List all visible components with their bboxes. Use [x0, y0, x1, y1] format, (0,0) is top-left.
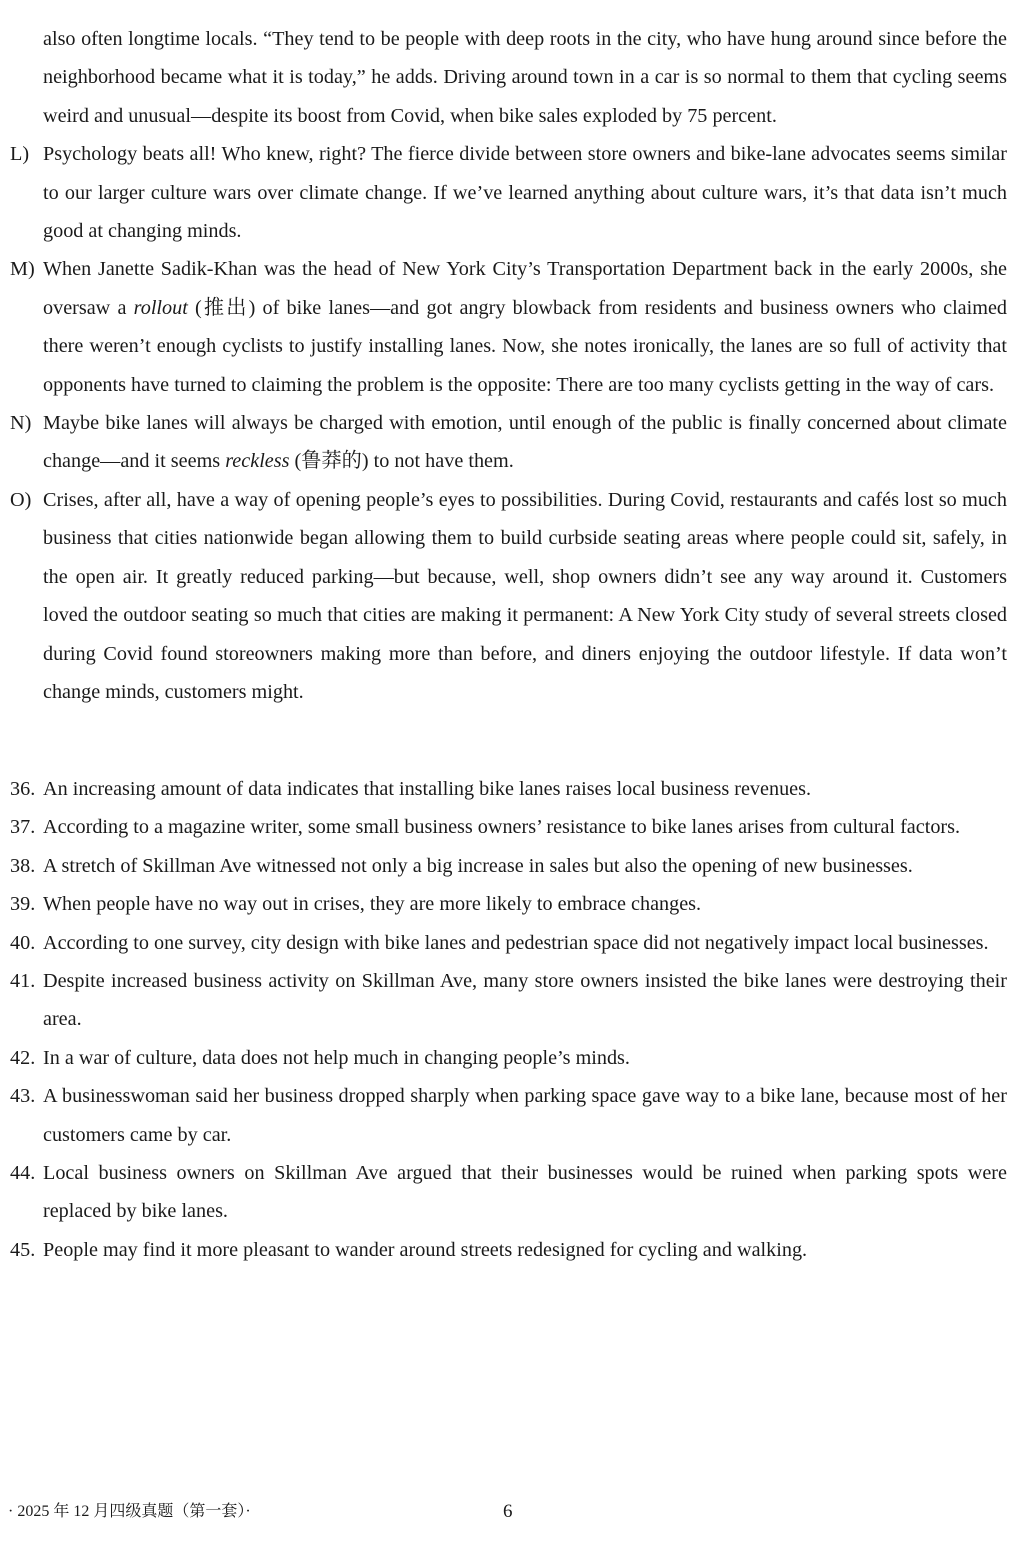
question-text: An increasing amount of data indicates that installing bike lanes raises local business revenues.	[43, 778, 812, 800]
paragraph-label: N)	[10, 412, 32, 435]
reading-passage	[10, 20, 1007, 711]
italic-term: rollout	[133, 296, 188, 319]
question-item	[10, 808, 1007, 846]
question-text: In a war of culture, data does not help much in changing people’s minds.	[43, 1046, 630, 1069]
question-item	[10, 1077, 1007, 1154]
passage-continuation	[10, 20, 1007, 135]
question-text: People may find it more pleasant to wander around streets redesigned for cycling and walking.	[43, 1238, 808, 1261]
question-text: A stretch of Skillman Ave witnessed not only a big increase in sales but also the opening of new businesses.	[43, 854, 913, 877]
paragraph-text: Psychology beats all! Who knew, right? The fierce divide between store owners and bike-lane advocates seems similar to our larger culture wars over climate change. If we’ve learned anything about culture wars, it’s that data isn’t much good at changing minds.	[43, 143, 1007, 243]
question-number: 45.	[10, 1238, 36, 1261]
question-item	[10, 1039, 1007, 1077]
passage-paragraph-o	[10, 481, 1007, 711]
question-number: 37.	[10, 816, 36, 839]
question-number: 36.	[10, 778, 36, 800]
paragraph-label: L)	[10, 143, 30, 166]
exam-source-footer: · 2025 年 12 月四级真题（第一套）·	[8, 1503, 251, 1520]
question-number: 43.	[10, 1085, 36, 1108]
page-number: 6	[503, 1501, 513, 1522]
question-text: When people have no way out in crises, they are more likely to embrace changes.	[43, 893, 702, 916]
question-number: 40.	[10, 931, 36, 954]
question-text: According to one survey, city design with bike lanes and pedestrian space did not negatively impact local businesses.	[43, 931, 989, 954]
paragraph-label: O)	[10, 488, 32, 511]
question-text: Local business owners on Skillman Ave argued that their businesses would be ruined when parking spots were replaced by bike lanes.	[43, 1162, 1007, 1223]
paragraph-text: Crises, after all, have a way of opening people’s eyes to possibilities. During Covid, restaurants and cafés lost so much business that cities nationwide began allowing them to build curbside seating areas where people could sit, safely, in the open air. It greatly reduced parking—but because, well, shop owners didn’t see any way around it. Customers loved the outdoor seating so much that cities are making it permanent: A New York City study of several streets closed during Covid found storeowners making more than before, and diners enjoying the outdoor lifestyle. If data won’t change minds, customers might.	[43, 488, 1007, 703]
question-item	[10, 962, 1007, 1039]
question-item	[10, 770, 1007, 808]
question-item	[10, 1231, 1007, 1269]
question-number: 38.	[10, 854, 36, 877]
paragraph-text: (鲁莽的) to not have them.	[289, 450, 514, 473]
question-item	[10, 924, 1007, 962]
question-item	[10, 1154, 1007, 1231]
paragraph-text: When Janette Sadik-Khan was the head of New York City’s Transportation Department back in the early 2000s, she oversaw a	[43, 258, 1007, 319]
question-number: 39.	[10, 893, 36, 916]
paragraph-text: (推出) of bike lanes—and got angry blowback from residents and business owners who claimed there weren’t enough cyclists to justify installing lanes. Now, she notes ironically, the lanes are so full of activity that opponents have turned to claiming the problem is the opposite: There are too many cyclists getting in the way of cars.	[43, 296, 1008, 396]
question-list	[10, 770, 1007, 1269]
paragraph-text: Maybe bike lanes will always be charged with emotion, until enough of the public is finally concerned about climate change—and it seems	[43, 412, 1007, 473]
paragraph-label: M)	[10, 258, 35, 281]
passage-paragraphs	[10, 135, 1007, 711]
question-item	[10, 885, 1007, 923]
passage-paragraph-m	[10, 250, 1007, 404]
passage-paragraph-n	[10, 404, 1007, 481]
question-number: 42.	[10, 1046, 36, 1069]
question-number: 41.	[10, 970, 36, 993]
italic-term: reckless	[225, 450, 290, 473]
question-text: According to a magazine writer, some small business owners’ resistance to bike lanes arises from cultural factors.	[43, 816, 961, 839]
passage-paragraph-l	[10, 135, 1007, 250]
passage-continuation-text: also often longtime locals. “They tend to be people with deep roots in the city, who have hung around since before the neighborhood became what it is today,” he adds. Driving around town in a car is so normal to them that cycling seems weird and unusual—despite its boost from Covid, when bike sales exploded by 75 percent.	[43, 28, 1007, 127]
question-text: Despite increased business activity on Skillman Ave, many store owners insisted the bike lanes were destroying their area.	[43, 970, 1007, 1031]
question-number: 44.	[10, 1162, 36, 1185]
question-text: A businesswoman said her business dropped sharply when parking space gave way to a bike lane, because most of her customers came by car.	[43, 1085, 1007, 1146]
question-item	[10, 847, 1007, 885]
